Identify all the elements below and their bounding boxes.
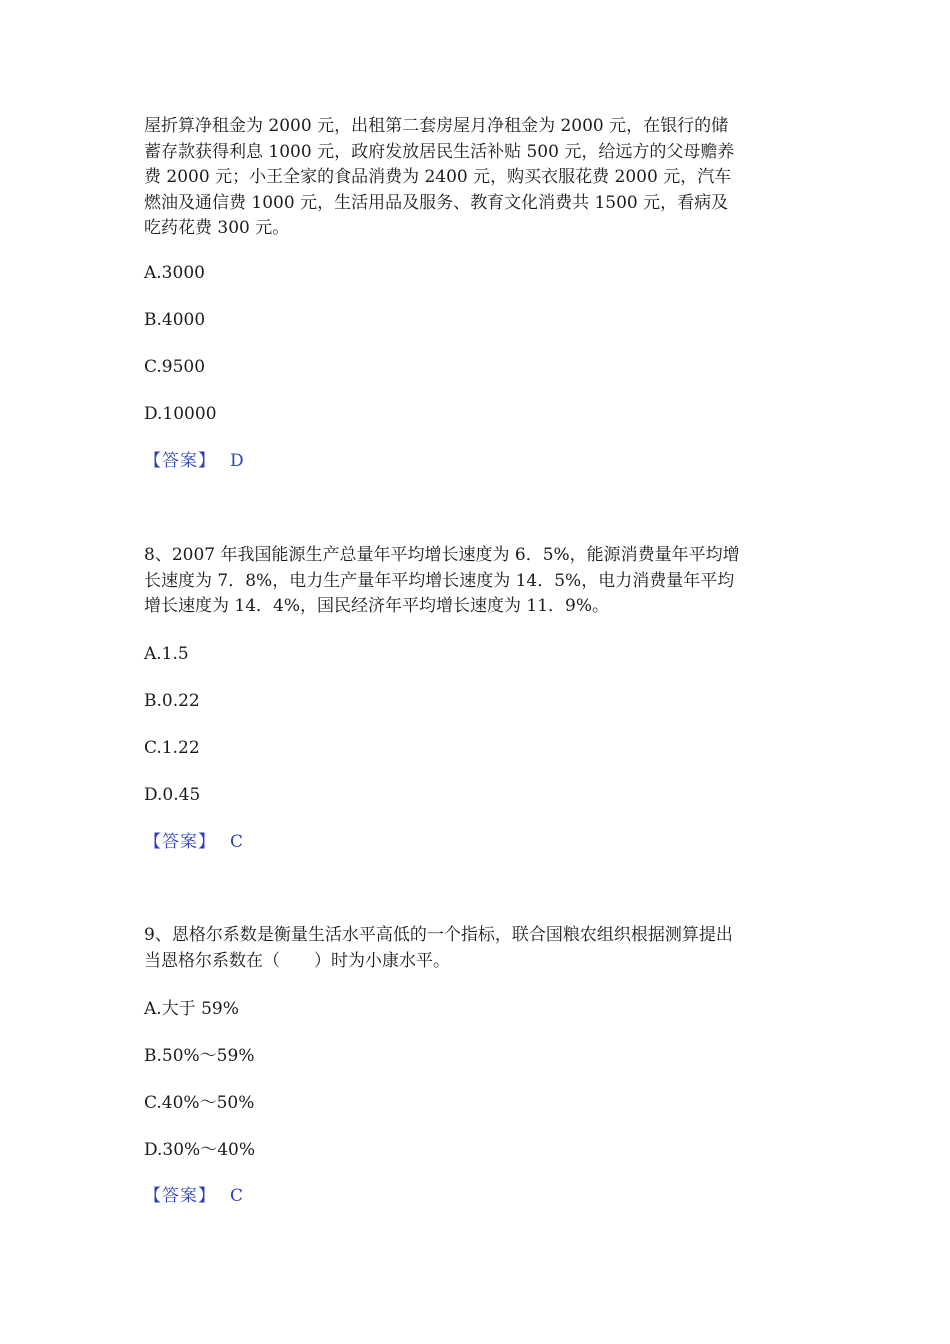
question-9-option-c: C.40%～50% — [144, 1093, 255, 1113]
stem-line: 屋折算净租金为 2000 元，出租第二套房屋月净租金为 2000 元，在银行的储 — [144, 116, 729, 136]
stem-line: 燃油及通信费 1000 元，生活用品及服务、教育文化消费共 1500 元，看病及 — [144, 192, 729, 213]
answer-label: 【答案】 — [144, 832, 216, 852]
question-8-answer — [144, 831, 243, 853]
answer-label: 【答案】 — [144, 451, 216, 471]
stem-line: 9、恩格尔系数是衡量生活水平高低的一个指标，联合国粮农组织根据测算提出 — [144, 925, 733, 945]
question-9-option-b: B.50%～59% — [144, 1046, 255, 1066]
question-7-option-a: A.3000 — [144, 263, 205, 283]
question-7-answer — [144, 450, 244, 472]
question-8-option-c: C.1.22 — [144, 738, 200, 758]
question-8-stem — [144, 543, 824, 620]
answer-label: 【答案】 — [144, 1186, 216, 1206]
answer-value: C — [230, 1186, 244, 1206]
question-9-stem — [144, 923, 824, 974]
question-7-option-d: D.10000 — [144, 404, 217, 424]
stem-line: 增长速度为 14．4%，国民经济年平均增长速度为 11．9%。 — [144, 596, 610, 616]
stem-line: 蓄存款获得利息 1000 元，政府发放居民生活补贴 500 元，给远方的父母赡养 — [144, 141, 735, 162]
answer-value: C — [230, 832, 244, 852]
question-9-option-a: A.大于 59% — [144, 999, 239, 1019]
stem-line: 当恩格尔系数在（ ）时为小康水平。 — [144, 950, 450, 971]
question-9-option-d: D.30%～40% — [144, 1140, 255, 1160]
question-9-answer — [144, 1185, 243, 1207]
question-8-option-d: D.0.45 — [144, 785, 201, 805]
stem-line: 8、2007 年我国能源生产总量年平均增长速度为 6．5%，能源消费量年平均增 — [144, 545, 740, 565]
question-7-option-c: C.9500 — [144, 357, 206, 377]
question-8-option-a: A.1.5 — [144, 644, 189, 664]
stem-line: 费 2000 元；小王全家的食品消费为 2400 元，购买衣服花费 2000 元，汽车 — [144, 167, 732, 187]
question-8-option-b: B.0.22 — [144, 691, 200, 711]
stem-line: 吃药花费 300 元。 — [144, 218, 290, 238]
question-7-stem — [144, 114, 824, 242]
question-7-option-b: B.4000 — [144, 310, 206, 330]
stem-line: 长速度为 7．8%，电力生产量年平均增长速度为 14．5%，电力消费量年平均 — [144, 570, 735, 591]
answer-value: D — [230, 451, 244, 471]
